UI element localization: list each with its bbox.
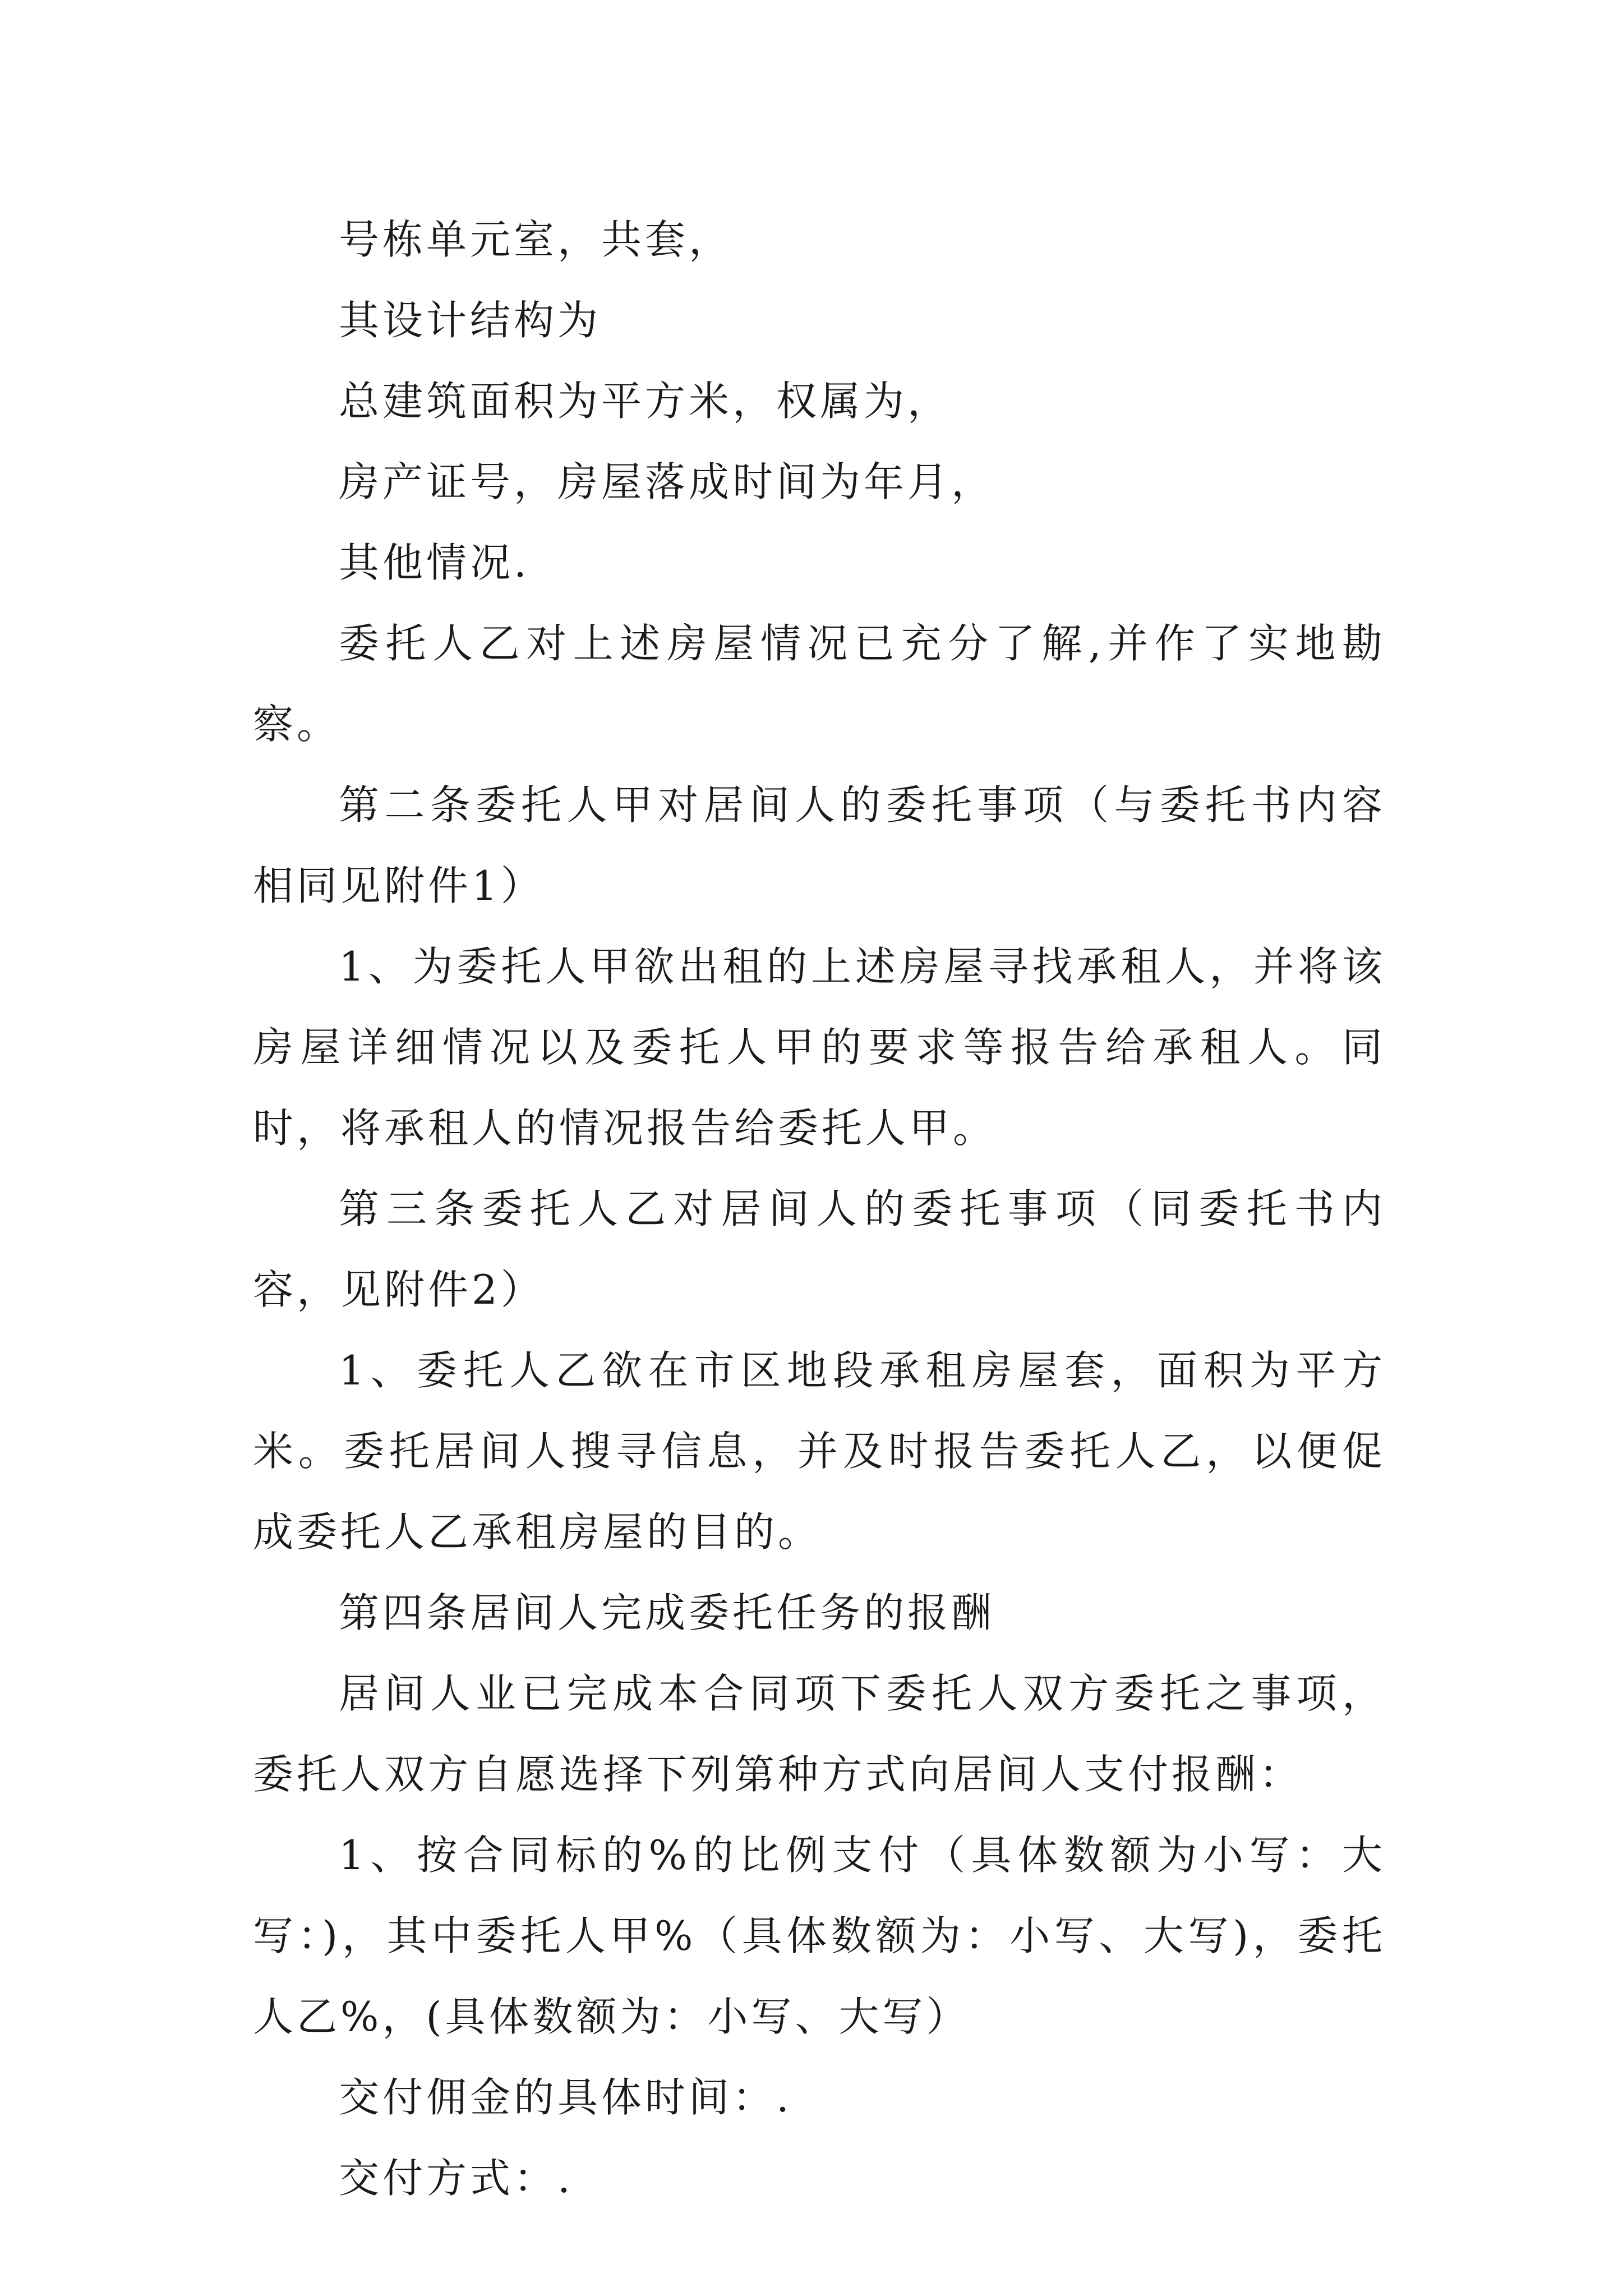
paragraph-commission-payment-time: 交付佣金的具体时间：. bbox=[339, 2074, 792, 2121]
paragraph-article-four-item-one: 1、按合同标的%的比例支付（具体数额为小写：大写：)，其中委托人甲%（具体数额为：小写、大写)，委托人乙%，(具体数额为：小写、大写） bbox=[253, 1832, 1386, 2040]
paragraph-article-three-item-one: 1、委托人乙欲在市区地段承租房屋套，面积为平方米。委托居间人搜寻信息，并及时报告委托人乙，以便促成委托人乙承租房屋的目的。 bbox=[253, 1347, 1386, 1556]
paragraph-other-info: 其他情况. bbox=[339, 539, 530, 586]
paragraph-article-three-heading: 第三条委托人乙对居间人的委托事项（同委托书内容，见附件2） bbox=[253, 1185, 1386, 1313]
paragraph-article-two-item-one: 1、为委托人甲欲出租的上述房屋寻找承租人，并将该房屋详细情况以及委托人甲的要求等报告给承租人。同时，将承租人的情况报告给委托人甲。 bbox=[253, 943, 1386, 1152]
paragraph-inspection-statement: 委托人乙对上述房屋情况已充分了解,并作了实地勘察。 bbox=[253, 620, 1386, 748]
paragraph-design-structure: 其设计结构为 bbox=[339, 297, 602, 344]
paragraph-room-info: 号栋单元室，共套， bbox=[339, 216, 733, 263]
paragraph-payment-method: 交付方式：. bbox=[339, 2155, 574, 2202]
paragraph-floor-area: 总建筑面积为平方米，权属为， bbox=[339, 378, 952, 425]
document-body bbox=[253, 199, 1386, 2219]
paragraph-article-two-heading: 第二条委托人甲对居间人的委托事项（与委托书内容相同见附件1） bbox=[253, 781, 1386, 909]
paragraph-article-four-heading: 第四条居间人完成委托任务的报酬 bbox=[339, 1589, 995, 1636]
paragraph-article-four-intro: 居间人业已完成本合同项下委托人双方委托之事项，委托人双方自愿选择下列第种方式向居间人支付报酬： bbox=[253, 1670, 1386, 1798]
paragraph-certificate-number: 房产证号，房屋落成时间为年月， bbox=[339, 458, 995, 505]
